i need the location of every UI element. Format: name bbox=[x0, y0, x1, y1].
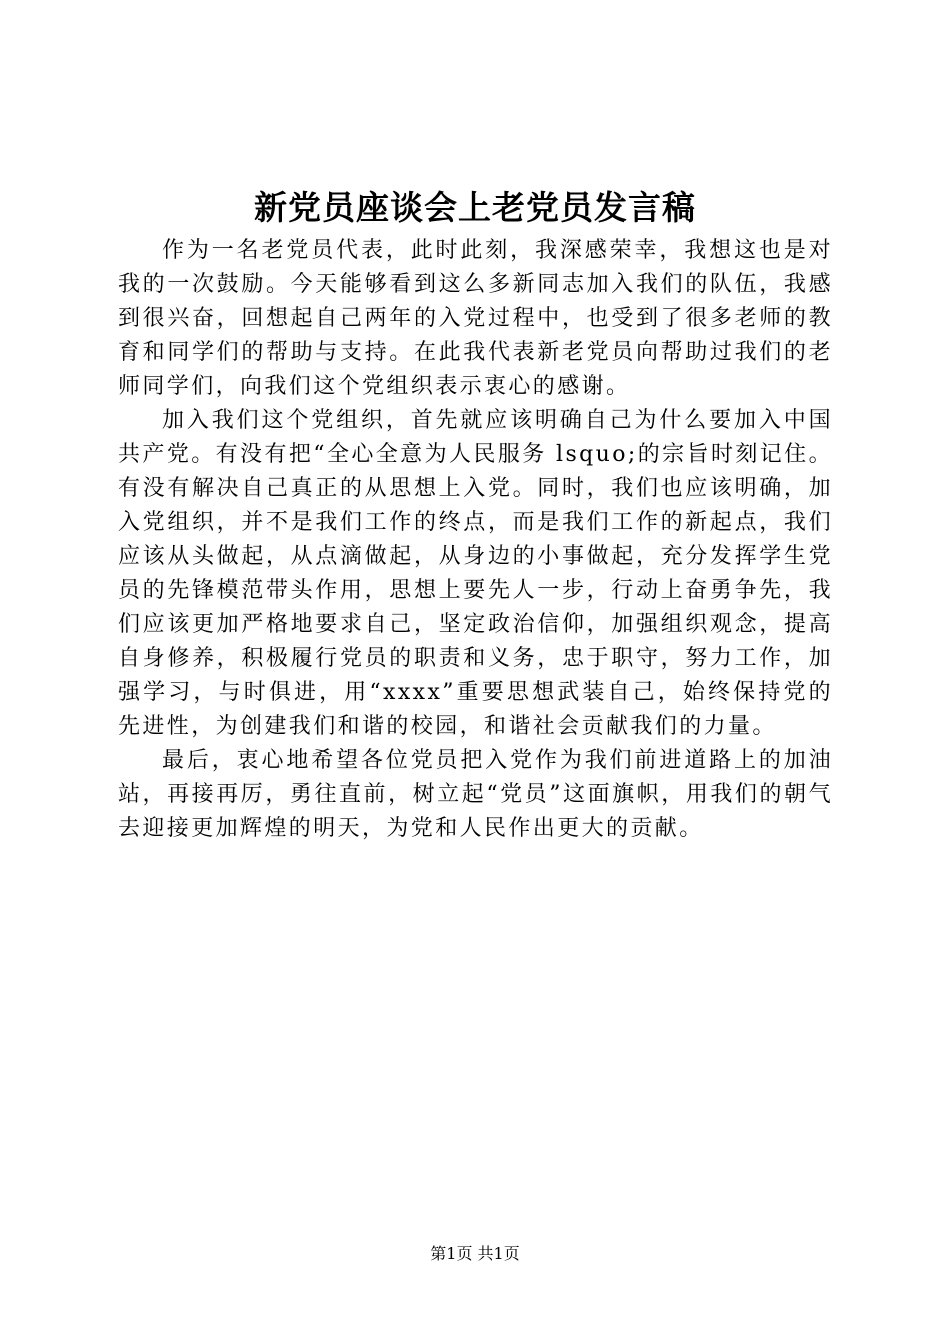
page-footer: 第1页 共1页 bbox=[430, 1244, 520, 1263]
document-title: 新党员座谈会上老党员发言稿 bbox=[254, 188, 696, 227]
paragraph-1: 作为一名老党员代表，此时此刻，我深感荣幸，我想这也是对我的一次鼓励。今天能够看到这么多新同志加入我们的队伍，我感到很兴奋，回想起自己两年的入党过程中，也受到了很多老师的教育和同学们的帮助与支持。在此我代表新老党员向帮助过我们的老师同学们，向我们这个党组织表示衷心的感谢。 bbox=[118, 238, 833, 399]
paragraph-3: 最后，衷心地希望各位党员把入党作为我们前进道路上的加油站，再接再厉，勇往直前，树立起“党员”这面旗帜，用我们的朝气去迎接更加辉煌的明天，为党和人民作出更大的贡献。 bbox=[118, 748, 833, 841]
paragraph-2: 加入我们这个党组织，首先就应该明确自己为什么要加入中国共产党。有没有把“全心全意为人民服务 lsquo;的宗旨时刻记住。有没有解决自己真正的从思想上入党。同时，我们也应该明确，加入党组织，并不是我们工作的终点，而是我们工作的新起点，我们应该从头做起，从点滴做起，从身边的小事做起，充分发挥学生党员的先锋模范带头作用，思想上要先人一步，行动上奋勇争先，我们应该更加严格地要求自己，坚定政治信仰，加强组织观念，提高自身修养，积极履行党员的职责和义务，忠于职守，努力工作，加强学习，与时俱进，用“xxxx”重要思想武装自己，始终保持党的先进性，为创建我们和谐的校园，和谐社会贡献我们的力量。 bbox=[118, 408, 833, 739]
document-body bbox=[118, 234, 833, 846]
